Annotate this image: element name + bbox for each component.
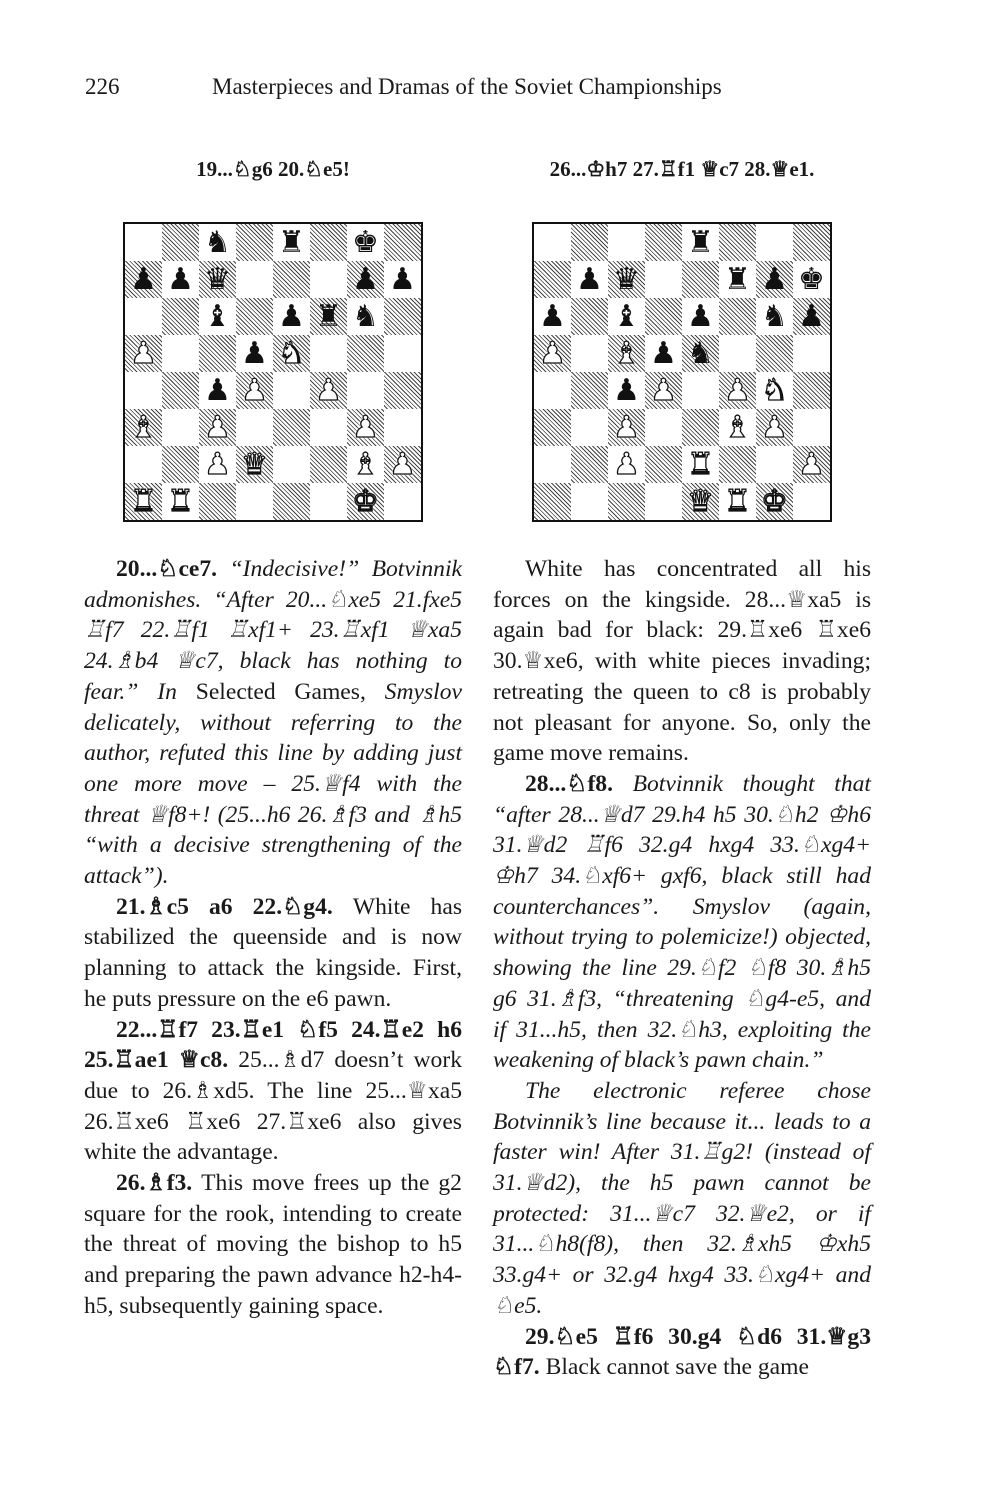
board-square bbox=[645, 224, 682, 261]
board-square bbox=[236, 446, 273, 483]
commentary-text: “Indecisive!” Botvinnik admonishes. “After 20...♘xe5 21.fxe5 ♖f7 22.♖f1 ♖xf1+ 23.♖xf1 ♕xa5 24.♗b4 ♕c7, black has nothing to fear.” In bbox=[84, 556, 462, 705]
board-square bbox=[534, 409, 571, 446]
commentary-paragraph bbox=[493, 554, 871, 769]
white-pawn-icon: ♟ bbox=[241, 372, 268, 408]
board-square bbox=[384, 483, 421, 520]
black-pawn-icon: ♟ bbox=[241, 335, 268, 371]
board-square bbox=[756, 261, 793, 298]
board-square bbox=[682, 261, 719, 298]
white-pawn-icon: ♟ bbox=[315, 372, 342, 408]
black-bishop-icon: ♝ bbox=[204, 298, 231, 334]
white-rook-icon: ♜ bbox=[130, 483, 157, 519]
board-square bbox=[608, 372, 645, 409]
board-square bbox=[682, 409, 719, 446]
black-rook-icon: ♜ bbox=[687, 224, 714, 260]
black-pawn-icon: ♟ bbox=[650, 335, 677, 371]
board-square bbox=[310, 409, 347, 446]
board-square bbox=[125, 298, 162, 335]
board-square bbox=[310, 261, 347, 298]
board-square bbox=[162, 298, 199, 335]
white-pawn-icon: ♟ bbox=[650, 372, 677, 408]
white-bishop-icon: ♝ bbox=[724, 409, 751, 445]
white-king-icon: ♚ bbox=[352, 483, 379, 519]
move-notation: 20...♘ce7. bbox=[116, 556, 230, 582]
commentary-paragraph bbox=[493, 769, 871, 1076]
black-pawn-icon: ♟ bbox=[576, 261, 603, 297]
board-square bbox=[347, 224, 384, 261]
board-square bbox=[608, 335, 645, 372]
board-square bbox=[236, 372, 273, 409]
board-square bbox=[571, 446, 608, 483]
board-square bbox=[645, 483, 682, 520]
black-pawn-icon: ♟ bbox=[687, 298, 714, 334]
board-square bbox=[199, 335, 236, 372]
board-square bbox=[125, 261, 162, 298]
right-column bbox=[493, 150, 871, 1383]
chess-diagram-left bbox=[123, 222, 423, 522]
board-square bbox=[384, 446, 421, 483]
board-square bbox=[719, 372, 756, 409]
board-square bbox=[571, 261, 608, 298]
board-square bbox=[310, 483, 347, 520]
board-square bbox=[534, 298, 571, 335]
white-rook-icon: ♜ bbox=[687, 446, 714, 482]
white-pawn-icon: ♟ bbox=[352, 409, 379, 445]
white-rook-icon: ♜ bbox=[167, 483, 194, 519]
black-rook-icon: ♜ bbox=[724, 261, 751, 297]
black-knight-icon: ♞ bbox=[687, 335, 714, 371]
board-square bbox=[384, 224, 421, 261]
board-square bbox=[347, 446, 384, 483]
board-square bbox=[273, 298, 310, 335]
commentary-left bbox=[84, 554, 462, 1322]
commentary-text: White has concentrated all his forces on the kingside. 28...♕xa5 is again bad for black: 29.♖xe6 ♖xe6 30.♕xe6, with white pieces invading; retreating the queen to c8 is probably not pleasant for anyone. So, only the game move remains. bbox=[493, 556, 871, 767]
board-square bbox=[273, 446, 310, 483]
black-pawn-icon: ♟ bbox=[278, 298, 305, 334]
board-square bbox=[347, 335, 384, 372]
board-square bbox=[162, 483, 199, 520]
board-square bbox=[347, 372, 384, 409]
diagram-caption-left: 19...♘g6 20.♘e5! bbox=[196, 157, 350, 181]
white-pawn-icon: ♟ bbox=[539, 335, 566, 371]
board-square bbox=[347, 483, 384, 520]
board-square bbox=[273, 372, 310, 409]
board-square bbox=[719, 335, 756, 372]
board-square bbox=[608, 298, 645, 335]
board-square bbox=[793, 261, 830, 298]
white-queen-icon: ♛ bbox=[687, 483, 714, 519]
board-square bbox=[236, 298, 273, 335]
white-bishop-icon: ♝ bbox=[352, 446, 379, 482]
move-notation: 28...♘f8. bbox=[525, 770, 633, 797]
board-square bbox=[756, 483, 793, 520]
board-square bbox=[645, 335, 682, 372]
white-pawn-icon: ♟ bbox=[613, 409, 640, 445]
white-knight-icon: ♞ bbox=[761, 372, 788, 408]
white-pawn-icon: ♟ bbox=[130, 335, 157, 371]
black-pawn-icon: ♟ bbox=[761, 261, 788, 297]
board-square bbox=[756, 298, 793, 335]
board-square bbox=[608, 446, 645, 483]
commentary-right bbox=[493, 554, 871, 1383]
board-square bbox=[273, 261, 310, 298]
board-square bbox=[310, 335, 347, 372]
white-knight-icon: ♞ bbox=[278, 335, 305, 371]
white-pawn-icon: ♟ bbox=[204, 409, 231, 445]
board-square bbox=[719, 446, 756, 483]
board-square bbox=[534, 335, 571, 372]
commentary-text: Smyslov delicately, without referring to the author, refuted this line by adding just one more move – 25.♕f4 with the threat ♕f8+! (25...h6 26.♗f3 and ♗h5 “with a decisive strengthening of the attack”). bbox=[84, 678, 462, 890]
board-square bbox=[347, 261, 384, 298]
page-header bbox=[85, 74, 915, 108]
board-square bbox=[571, 224, 608, 261]
diagram-caption-right: 26...♔h7 27.♖f1 ♕c7 28.♕e1. bbox=[549, 157, 815, 181]
page-number: 226 bbox=[85, 74, 120, 99]
white-pawn-icon: ♟ bbox=[389, 446, 416, 482]
white-pawn-icon: ♟ bbox=[613, 446, 640, 482]
board-square bbox=[347, 409, 384, 446]
board-square bbox=[236, 224, 273, 261]
board-square bbox=[534, 261, 571, 298]
board-square bbox=[236, 483, 273, 520]
board-square bbox=[534, 483, 571, 520]
board-square bbox=[347, 298, 384, 335]
board-square bbox=[756, 335, 793, 372]
move-notation: 21.♗c5 a6 22.♘g4. bbox=[116, 893, 353, 920]
commentary-paragraph bbox=[493, 1076, 871, 1322]
board-square bbox=[384, 261, 421, 298]
board-square bbox=[719, 261, 756, 298]
commentary-text: White has stabilized the queenside and is now planning to attack the kingside. First, he puts pressure on the e6 pawn. bbox=[84, 893, 463, 1012]
board-square bbox=[645, 446, 682, 483]
black-bishop-icon: ♝ bbox=[613, 298, 640, 334]
board-square bbox=[682, 372, 719, 409]
move-notation: 26.♗f3. bbox=[116, 1170, 202, 1197]
board-square bbox=[236, 335, 273, 372]
board-square bbox=[608, 261, 645, 298]
running-title: Masterpieces and Dramas of the Soviet Championships bbox=[212, 74, 722, 99]
chess-diagram-right bbox=[532, 222, 832, 522]
board-square bbox=[162, 409, 199, 446]
board-square bbox=[608, 224, 645, 261]
board-square bbox=[756, 446, 793, 483]
board-square bbox=[645, 409, 682, 446]
black-queen-icon: ♛ bbox=[613, 261, 640, 297]
board-square bbox=[571, 298, 608, 335]
board-square bbox=[608, 409, 645, 446]
board-square bbox=[125, 483, 162, 520]
board-square bbox=[273, 224, 310, 261]
white-bishop-icon: ♝ bbox=[613, 335, 640, 371]
commentary-paragraph bbox=[493, 1322, 871, 1383]
board-square bbox=[310, 446, 347, 483]
white-pawn-icon: ♟ bbox=[724, 372, 751, 408]
board-square bbox=[384, 335, 421, 372]
board-square bbox=[682, 224, 719, 261]
board-square bbox=[273, 483, 310, 520]
black-pawn-icon: ♟ bbox=[130, 261, 157, 297]
black-pawn-icon: ♟ bbox=[389, 261, 416, 297]
white-pawn-icon: ♟ bbox=[204, 446, 231, 482]
commentary-text: The electronic referee chose Botvinnik’s line because it... leads to a faster win! After 31.♖g2! (instead of 31.♕d2), the h5 pawn cannot be protected: 31...♕c7 32.♕e2, or if 31...♘h8(f8), then 32.♗xh5 ♔xh5 33.g4+ or 32.g4 hxg4 33.♘xg4+ and ♘e5. bbox=[493, 1077, 871, 1319]
black-queen-icon: ♛ bbox=[204, 261, 231, 297]
black-pawn-icon: ♟ bbox=[539, 298, 566, 334]
left-column bbox=[84, 150, 462, 1322]
black-knight-icon: ♞ bbox=[761, 298, 788, 334]
commentary-paragraph bbox=[84, 1015, 462, 1169]
board-square bbox=[125, 224, 162, 261]
move-notation: 29.♘e5 ♖f6 30.g4 ♘d6 31.♕g3 ♘f7. bbox=[493, 1323, 871, 1381]
board-square bbox=[310, 224, 347, 261]
board-square bbox=[384, 372, 421, 409]
move-notation: 22...♖f7 23.♖e1 ♘f5 24.♖e2 h6 25.♖ae1 ♕c8. bbox=[84, 1016, 462, 1074]
board-square bbox=[273, 335, 310, 372]
board-square bbox=[384, 409, 421, 446]
board-square bbox=[162, 372, 199, 409]
board-square bbox=[793, 335, 830, 372]
board-square bbox=[793, 372, 830, 409]
commentary-text: Selected Games, bbox=[195, 678, 385, 705]
board-square bbox=[719, 483, 756, 520]
white-bishop-icon: ♝ bbox=[130, 409, 157, 445]
board-square bbox=[534, 372, 571, 409]
board-square bbox=[756, 409, 793, 446]
board-square bbox=[125, 446, 162, 483]
board-square bbox=[682, 335, 719, 372]
board-square bbox=[310, 372, 347, 409]
black-pawn-icon: ♟ bbox=[167, 261, 194, 297]
white-pawn-icon: ♟ bbox=[798, 446, 825, 482]
board-square bbox=[756, 372, 793, 409]
board-square bbox=[719, 409, 756, 446]
board-square bbox=[199, 261, 236, 298]
board-square bbox=[162, 261, 199, 298]
board-square bbox=[310, 298, 347, 335]
board-square bbox=[682, 446, 719, 483]
white-pawn-icon: ♟ bbox=[761, 409, 788, 445]
board-square bbox=[793, 298, 830, 335]
commentary-text: This move frees up the g2 square for the rook, intending to create the threat of moving the bishop to h5 and preparing the pawn advance h2-h4-h5, subsequently gaining space. bbox=[84, 1170, 462, 1319]
board-square bbox=[236, 409, 273, 446]
board-square bbox=[273, 409, 310, 446]
board-square bbox=[162, 446, 199, 483]
board-square bbox=[682, 483, 719, 520]
black-pawn-icon: ♟ bbox=[798, 298, 825, 334]
board-square bbox=[162, 335, 199, 372]
board-square bbox=[719, 224, 756, 261]
board-square bbox=[719, 298, 756, 335]
commentary-paragraph bbox=[84, 1168, 462, 1322]
white-queen-icon: ♛ bbox=[241, 446, 268, 482]
black-rook-icon: ♜ bbox=[278, 224, 305, 260]
board-square bbox=[793, 446, 830, 483]
white-king-icon: ♚ bbox=[761, 483, 788, 519]
board-square bbox=[682, 298, 719, 335]
board-square bbox=[571, 335, 608, 372]
board-square bbox=[571, 409, 608, 446]
black-king-icon: ♚ bbox=[352, 224, 379, 260]
board-square bbox=[199, 446, 236, 483]
board-square bbox=[125, 372, 162, 409]
board-square bbox=[199, 372, 236, 409]
commentary-paragraph bbox=[84, 554, 462, 892]
commentary-text: Botvinnik thought that “after 28...♕d7 29.h4 h5 30.♘h2 ♔h6 31.♕d2 ♖f6 32.g4 hxg4 33.♘xg4+ ♔h7 34.♘xf6+ gxf6, black still had counterchances”. Smyslov (again, without trying to polemicize!) objected, showing the line 29.♘f2 ♘f8 30.♗h5 g6 31.♗f3, “threatening ♘g4-e5, and if 31...h5, then 32.♘h3, exploiting the weakening of black’s pawn chain.” bbox=[493, 770, 871, 1074]
black-pawn-icon: ♟ bbox=[613, 372, 640, 408]
commentary-text: 25...♗d7 doesn’t work due to 26.♗xd5. The line 25...♕xa5 26.♖xe6 ♖xe6 27.♖xe6 also gives white the advantage. bbox=[84, 1047, 462, 1166]
board-square bbox=[571, 483, 608, 520]
board-square bbox=[199, 483, 236, 520]
black-pawn-icon: ♟ bbox=[352, 261, 379, 297]
board-square bbox=[756, 224, 793, 261]
board-square bbox=[608, 483, 645, 520]
board-square bbox=[125, 335, 162, 372]
board-square bbox=[125, 409, 162, 446]
white-rook-icon: ♜ bbox=[724, 483, 751, 519]
black-pawn-icon: ♟ bbox=[204, 372, 231, 408]
board-square bbox=[793, 409, 830, 446]
board-square bbox=[199, 409, 236, 446]
board-square bbox=[199, 224, 236, 261]
board-square bbox=[534, 224, 571, 261]
board-square bbox=[236, 261, 273, 298]
black-knight-icon: ♞ bbox=[352, 298, 379, 334]
board-square bbox=[793, 224, 830, 261]
black-rook-icon: ♜ bbox=[315, 298, 342, 334]
board-square bbox=[534, 446, 571, 483]
board-square bbox=[793, 483, 830, 520]
board-square bbox=[384, 298, 421, 335]
board-square bbox=[645, 298, 682, 335]
board-square bbox=[199, 298, 236, 335]
board-square bbox=[162, 224, 199, 261]
black-king-icon: ♚ bbox=[798, 261, 825, 297]
commentary-paragraph bbox=[84, 892, 462, 1015]
board-square bbox=[571, 372, 608, 409]
board-square bbox=[645, 372, 682, 409]
board-square bbox=[645, 261, 682, 298]
black-knight-icon: ♞ bbox=[204, 224, 231, 260]
commentary-text: Black cannot save the game bbox=[545, 1354, 809, 1381]
